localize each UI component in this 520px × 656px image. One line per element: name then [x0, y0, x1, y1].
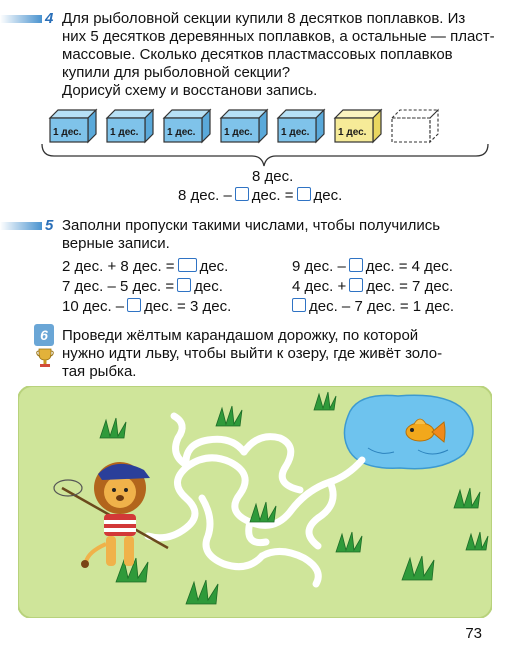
- cube-5: [278, 110, 324, 142]
- eq-left-2: [62, 278, 223, 295]
- cube-3: [164, 110, 210, 142]
- task-6-text-line-3: тая рыбка.: [62, 363, 137, 380]
- eq-right-3-box[interactable]: [292, 298, 306, 312]
- task-5-marker: [0, 222, 42, 230]
- cube-1: [50, 110, 96, 142]
- tens-scheme: [30, 104, 500, 170]
- cube-6-yellow: [335, 110, 381, 142]
- task-4-number: 4: [45, 10, 54, 27]
- task-4-text-line-4: купили для рыболовной секции?: [62, 64, 291, 81]
- cube-3-label: 1 дес.: [167, 127, 196, 138]
- task-5-text-line-2: верные записи.: [62, 235, 170, 252]
- task-5-number: 5: [45, 217, 54, 234]
- eq-left-1: [62, 258, 228, 275]
- cube-5-label: 1 дес.: [281, 127, 310, 138]
- cube-2-label: 1 дес.: [110, 127, 139, 138]
- task-4-text-line-1: Для рыболовной секции купили 8 десятков поплавков. Из: [62, 10, 466, 27]
- task-6-badge: 6: [34, 324, 54, 346]
- task-6-text-line-2: нужно идти льву, чтобы выйти к озеру, где живёт золо-: [62, 345, 443, 362]
- cube-2: [107, 110, 153, 142]
- eq-right-2-box[interactable]: [349, 278, 363, 292]
- task-4-expr-part-c: дес.: [313, 187, 343, 204]
- task-5-text-line-1: Заполни пропуски такими числами, чтобы получились: [62, 217, 441, 234]
- cube-1-label: 1 дес.: [53, 127, 82, 138]
- eq-left-3-b: дес. = 3 дес.: [144, 298, 232, 315]
- trophy-icon: [36, 348, 54, 372]
- eq-right-2-b: дес. = 7 дес.: [366, 278, 454, 295]
- eq-right-3: [292, 298, 454, 315]
- eq-left-3-a: 10 дес. –: [62, 298, 125, 315]
- eq-left-1-box[interactable]: [178, 258, 197, 272]
- eq-right-1-box[interactable]: [349, 258, 363, 272]
- task-4-text-line-2: них 5 десятков деревянных поплавков, а остальные — пласт-: [62, 28, 495, 45]
- task-4-marker: [0, 15, 42, 23]
- task-4-expr-part-a: 8 дес. –: [178, 187, 232, 204]
- cube-4-label: 1 дес.: [224, 127, 253, 138]
- eq-left-2-b: дес.: [194, 278, 223, 295]
- answer-box-1[interactable]: [235, 187, 249, 201]
- eq-left-2-box[interactable]: [177, 278, 191, 292]
- eq-left-2-a: 7 дес. – 5 дес. =: [62, 278, 175, 295]
- brace: [42, 144, 488, 166]
- eq-right-1-b: дес. = 4 дес.: [365, 258, 453, 275]
- total-label: 8 дес.: [252, 168, 294, 185]
- eq-right-3-a: дес. – 7 дес. = 1 дес.: [309, 298, 455, 315]
- eq-left-3-box[interactable]: [127, 298, 141, 312]
- task-4-expr-part-b: дес. =: [251, 187, 294, 204]
- eq-right-2-a: 4 дес. +: [292, 278, 347, 295]
- eq-left-1-a: 2 дес. + 8 дес. =: [62, 258, 175, 275]
- cube-6-label: 1 дес.: [338, 127, 367, 138]
- eq-right-2: [292, 278, 453, 295]
- task-4-text-line-3: массовые. Сколько десятков пластмассовых поплавков: [62, 46, 453, 63]
- eq-left-3: [62, 298, 231, 315]
- eq-right-1-a: 9 дес. –: [292, 258, 346, 275]
- task-4-text-line-5: Дорисуй схему и восстанови запись.: [62, 82, 318, 99]
- cube-7-dashed: [392, 110, 438, 142]
- eq-right-1: [292, 258, 453, 275]
- eq-left-1-b: дес.: [199, 258, 229, 275]
- task-6-text-line-1: Проведи жёлтым карандашом дорожку, по которой: [62, 327, 419, 344]
- answer-box-2[interactable]: [297, 187, 311, 201]
- page-number: 73: [465, 625, 482, 642]
- maze-illustration: [18, 386, 492, 618]
- cube-4: [221, 110, 267, 142]
- task-4-expression: [178, 187, 342, 204]
